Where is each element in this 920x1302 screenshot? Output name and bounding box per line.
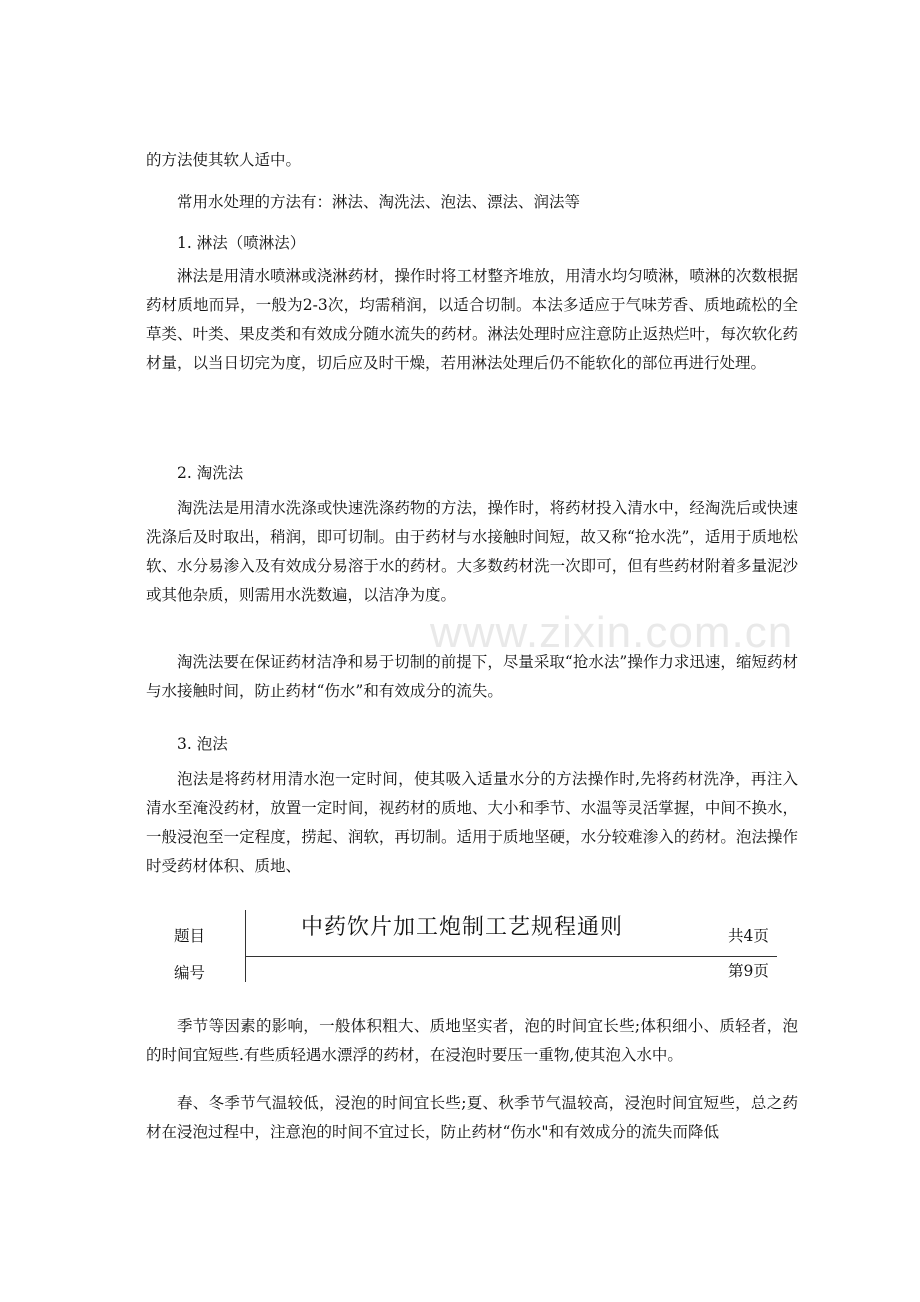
header-page-number: 第9页 (728, 962, 769, 980)
heading-linfa: 1. 淋法（喷淋法） (177, 234, 306, 252)
page-header-table (146, 910, 798, 986)
header-divider-vertical (245, 910, 246, 982)
watermark: www.zixin.com.cn (430, 608, 794, 657)
header-label-number: 编号 (174, 964, 206, 982)
paragraph-taoxifa-note: 淘洗法要在保证药材洁净和易于切制的前提下，尽量采取“抢水法”操作力求迅速，缩短药材与水接触时间，防止药材“伤水”和有效成分的流失。 (146, 653, 798, 700)
header-divider-horizontal (245, 956, 777, 957)
heading-paofa: 3. 泡法 (177, 735, 228, 753)
paragraph-paofa: 泡法是将药材用清水泡一定时间，使其吸入适量水分的方法操作时,先将药材洗净，再注入清水至淹没药材，放置一定时间，视药材的质地、大小和季节、水温等灵活掌握，中间不换水，一般浸泡至一定程度，捞起、润软，再切制。适用于质地坚硬，水分较难渗入的药材。泡法操作时受药材体积、质地、 (146, 770, 798, 875)
paragraph-linfa: 淋法是用清水喷淋或浇淋药材，操作时将工材整齐堆放，用清水均匀喷淋，喷淋的次数根据药材质地而异，一般为2-3次，均需稍润，以适合切制。本法多适应于气味芳香、质地疏松的全草类、叶类、果皮类和有效成分随水流失的药材。淋法处理时应注意防止返热烂叶，每次软化药材量，以当日切完为度，切后应及时干燥，若用淋法处理后仍不能软化的部位再进行处理。 (146, 267, 798, 372)
paragraph-water-methods: 常用水处理的方法有：淋法、淘洗法、泡法、漂法、润法等 (177, 193, 581, 211)
paragraph-seasonal-soak: 春、冬季节气温较低，浸泡的时间宜长些;夏、秋季节气温较高，浸泡时间宜短些，总之药材在浸泡过程中，注意泡的时间不宜过长，防止药材“伤水"和有效成分的流失而降低 (146, 1094, 798, 1141)
paragraph-continuation: 的方法使其软人适中。 (146, 151, 302, 169)
header-total-pages: 共4页 (728, 927, 769, 945)
document-title: 中药饮片加工炮制工艺规程通则 (301, 915, 624, 940)
heading-taoxifa: 2. 淘洗法 (177, 464, 244, 482)
header-label-title: 题目 (174, 927, 206, 945)
paragraph-soak-factors: 季节等因素的影响，一般体积粗大、质地坚实者，泡的时间宜长些;体积细小、质轻者，泡的时间宜短些.有些质轻遇水漂浮的药材，在浸泡时要压一重物,使其泡入水中。 (146, 1017, 798, 1064)
paragraph-taoxifa: 淘洗法是用清水洗涤或快速洗涤药物的方法，操作时，将药材投入清水中，经淘洗后或快速洗涤后及时取出，稍润，即可切制。由于药材与水接触时间短，故又称“抢水洗”，适用于质地松软、水分易渗入及有效成分易溶于水的药材。大多数药材洗一次即可，但有些药材附着多量泥沙或其他杂质，则需用水洗数遍，以洁净为度。 (146, 499, 798, 604)
